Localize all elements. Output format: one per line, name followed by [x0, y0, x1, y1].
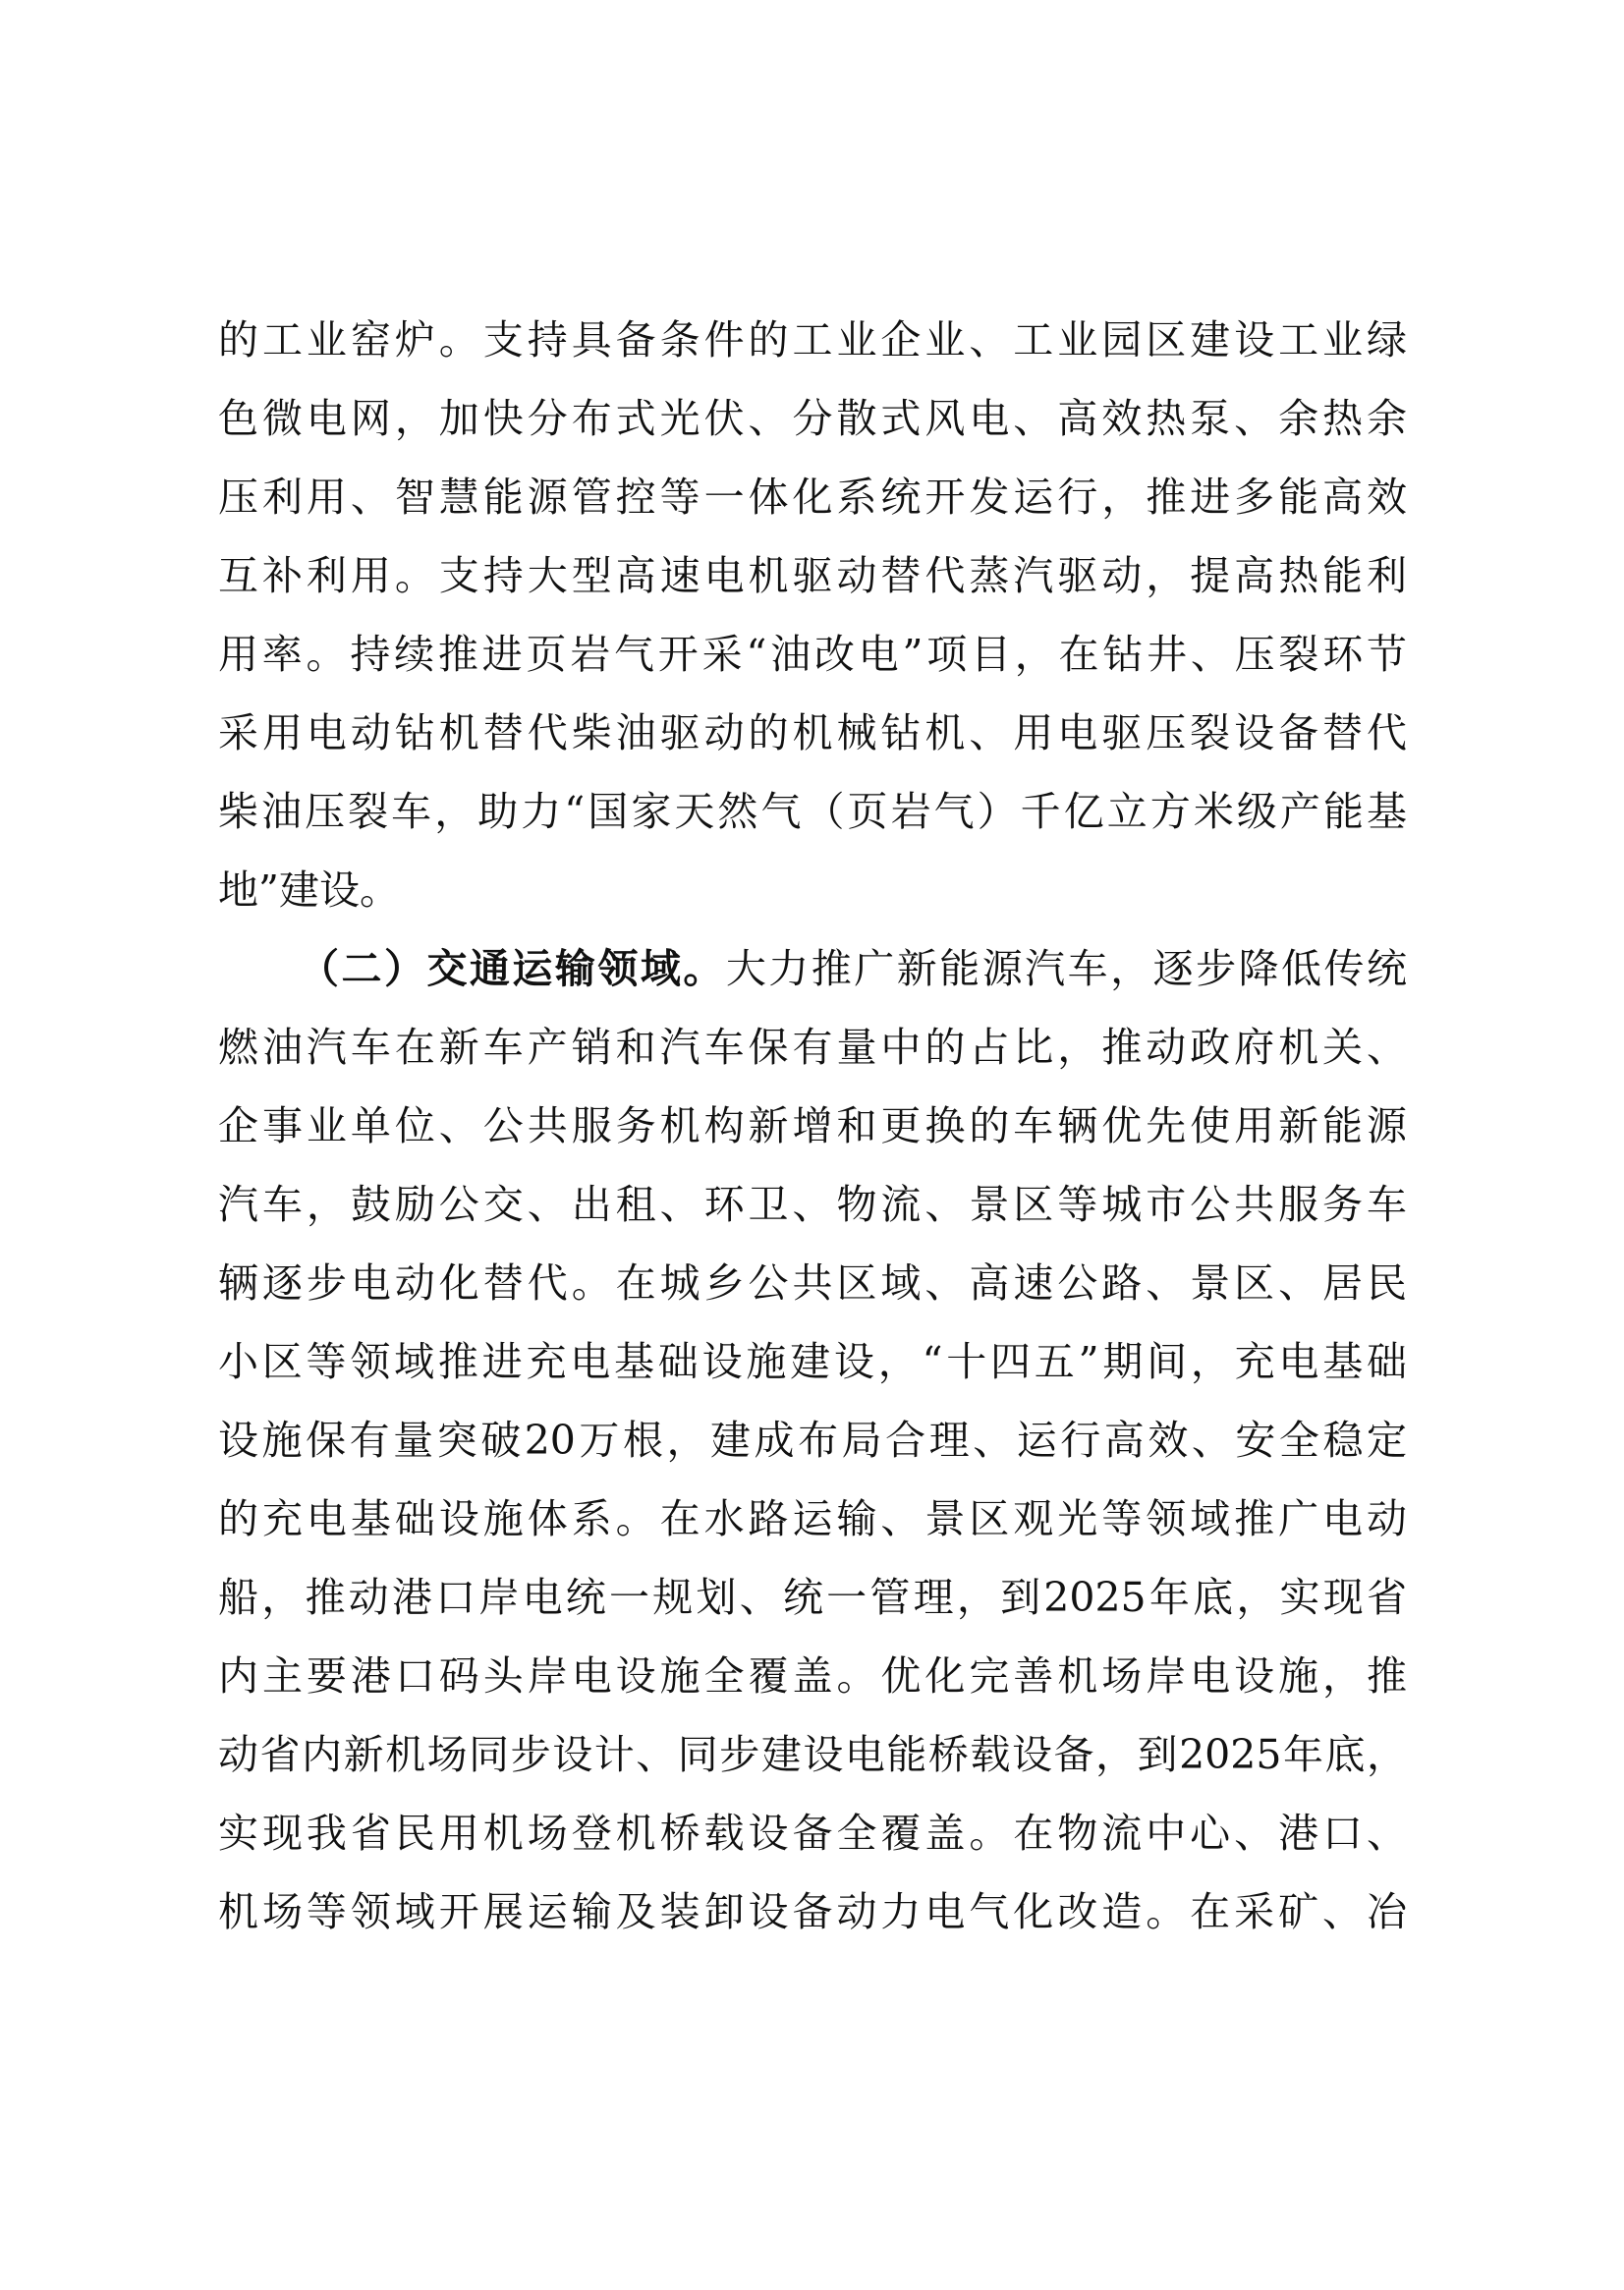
- text-line: 船，推动港口岸电统一规划、统一管理，到2025年底，实现省: [218, 1574, 1407, 1621]
- text-line: 企事业单位、公共服务机构新增和更换的车辆优先使用新能源: [218, 1102, 1407, 1149]
- text-line: 辆逐步电动化替代。在城乡公共区域、高速公路、景区、居民: [218, 1259, 1407, 1307]
- text-line: 用率。持续推进页岩气开采“油改电”项目，在钻井、压裂环节: [218, 631, 1407, 678]
- text-line: 的工业窑炉。支持具备条件的工业企业、工业园区建设工业绿: [218, 316, 1407, 363]
- text-line: 色微电网，加快分布式光伏、分散式风电、高效热泵、余热余: [218, 395, 1407, 442]
- text-line: 柴油压裂车，助力“国家天然气（页岩气）千亿立方米级产能基: [218, 788, 1407, 835]
- section-heading: （二）交通运输领域。: [299, 945, 726, 992]
- text-line: 汽车，鼓励公交、出租、环卫、物流、景区等城市公共服务车: [218, 1181, 1407, 1228]
- text-line: 的充电基础设施体系。在水路运输、景区观光等领域推广电动: [218, 1495, 1407, 1542]
- text-line: 实现我省民用机场登机桥载设备全覆盖。在物流中心、港口、: [218, 1810, 1407, 1857]
- text-line: 小区等领域推进充电基础设施建设，“十四五”期间，充电基础: [218, 1338, 1407, 1385]
- text-line: 内主要港口码头岸电设施全覆盖。优化完善机场岸电设施，推: [218, 1652, 1407, 1700]
- paragraph-transport: [218, 929, 1407, 1951]
- text-line: 燃油汽车在新车产销和汽车保有量中的占比，推动政府机关、: [218, 1024, 1407, 1071]
- text-line: 设施保有量突破20万根，建成布局合理、运行高效、安全稳定: [218, 1417, 1407, 1464]
- text-line: 压利用、智慧能源管控等一体化系统开发运行，推进多能高效: [218, 474, 1407, 521]
- text-line: 地”建设。: [218, 866, 400, 914]
- text-line: 互补利用。支持大型高速电机驱动替代蒸汽驱动，提高热能利: [218, 552, 1407, 599]
- text-line: 动省内新机场同步设计、同步建设电能桥载设备，到2025年底，: [218, 1731, 1407, 1778]
- paragraph-first-line: [218, 929, 1407, 1008]
- first-line-text: 大力推广新能源汽车，逐步降低传统: [725, 945, 1408, 992]
- text-line: 机场等领域开展运输及装卸设备动力电气化改造。在采矿、冶: [218, 1888, 1407, 1935]
- text-line: 采用电动钻机替代柴油驱动的机械钻机、用电驱压裂设备替代: [218, 709, 1407, 756]
- paragraph-industry: [218, 301, 1407, 929]
- body-text: [218, 301, 1407, 1951]
